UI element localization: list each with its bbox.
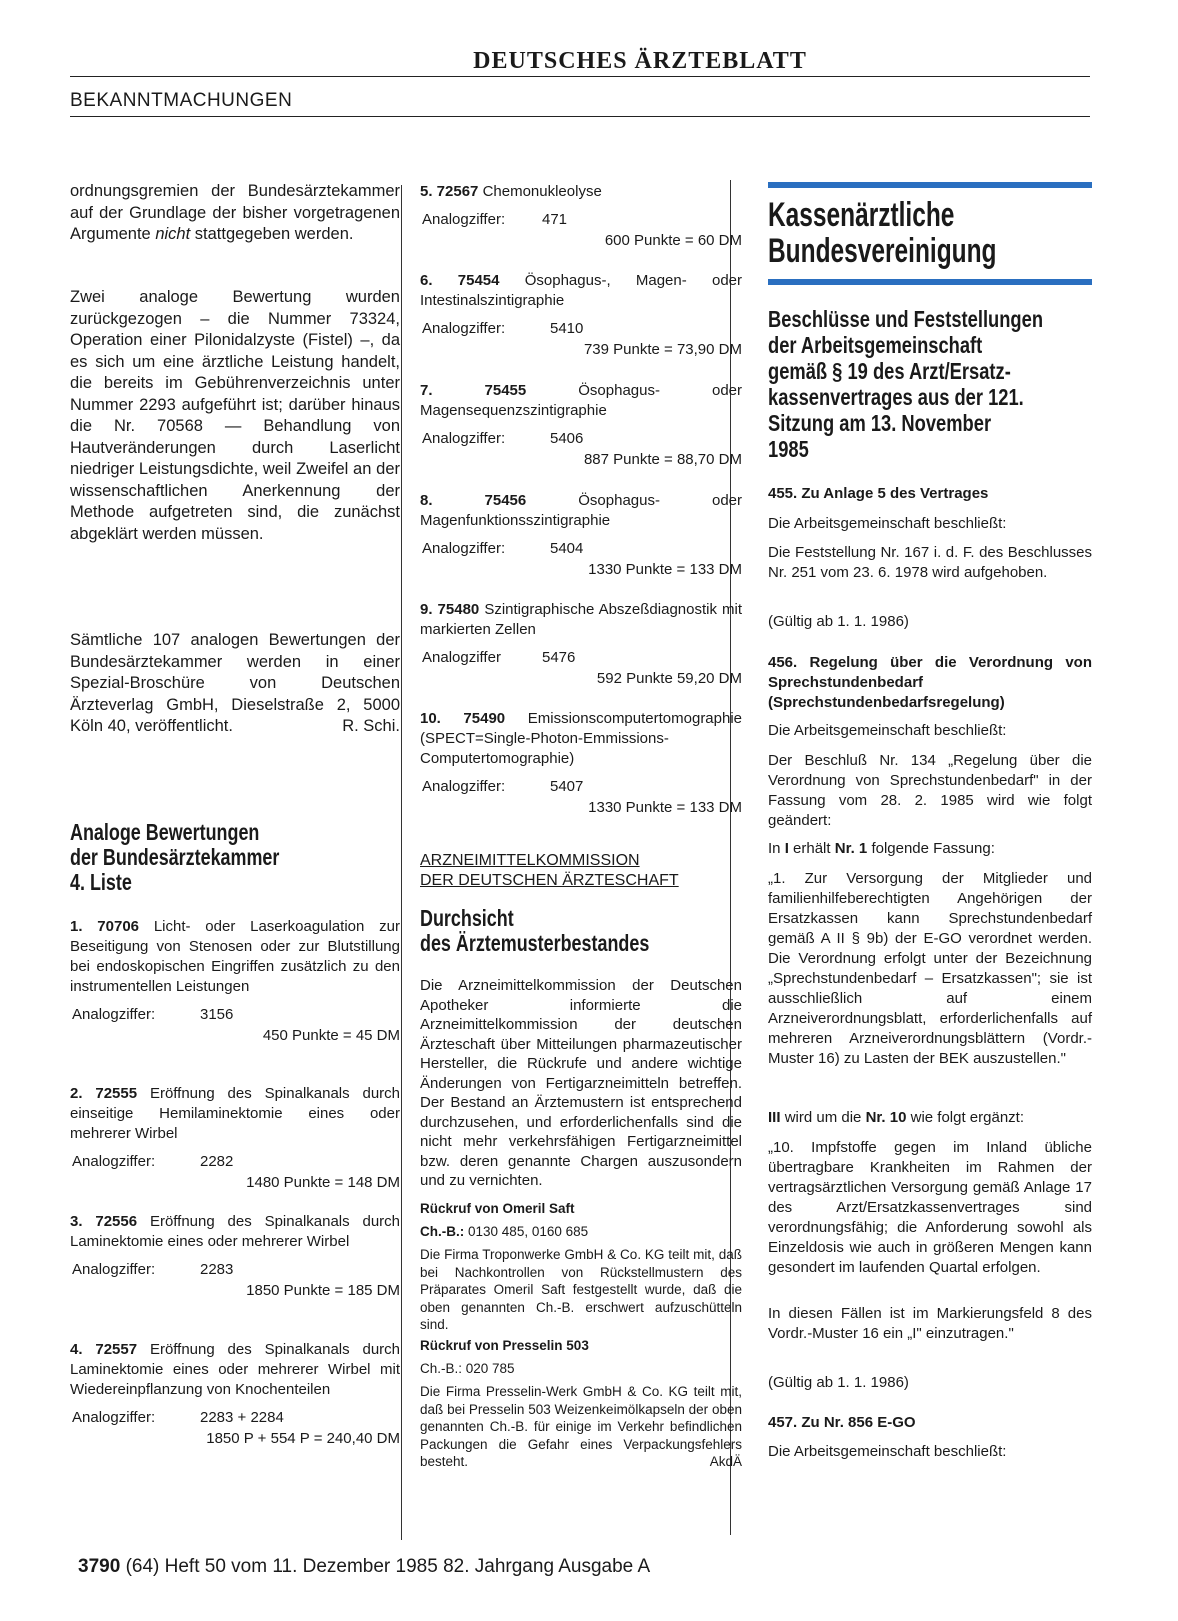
recall-2-text: Die Firma Presselin-Werk GmbH & Co. KG teilt mit, daß bei Presselin 503 Weizenkeimölkapseln der oben genannten Ch.-B. für einige im Verkehr befindlichen Packungen die Gefahr eines Verpackungsfehlers besteht. AkdÄ	[420, 1384, 742, 1469]
s456-heading: 456. Regelung über die Verordnung von Sprechstundenbedarf (Sprechstundenbedarfsregelung)	[768, 654, 1092, 711]
s456-p4: „1. Zur Versorgung der Mitglieder und familienhilfeberechtigten Angehörigen der Ersatzkassen kann Sprechstundenbedarf gemäß A II § 9b) der E-GO verordnet werden. Die Verordnung erfolgt unter der Bezeichnung „Sprechstundenbedarf – Ersatzkassen"; sie ist ausschließlich auf einem Arzneiverordnungsblatt, erforderlichenfalls auf mehreren Arzneiverordnungsblättern (Vordr.-Muster 16) zu Lasten der BEK auszustellen."	[768, 870, 1092, 1067]
col1-paragraph-2: Zwei analoge Bewertung wurden zurückgezogen – die Nummer 73324, Operation einer Pilonidalzyste (Fistel) –, da es sich um eine ärztliche Leistung handelt, die bereits im Gebührenverzeichnis unter Nummer 2293 aufgeführt ist; darüber hinaus die Nr. 70568 — Behandlung von Hautveränderungen durch Laserlicht niedriger Leistungsdichte, weil Zweifel an der wissenschaftlichen Anerkennung der Methode aufgetreten sind, die zunächst abgeklärt werden müssen.	[70, 288, 400, 543]
recall-2-title: Rückruf von Presselin 503	[420, 1338, 589, 1353]
col1-item-2: 2. 72555 Eröffnung des Spinalkanals durch einseitige Hemilaminektomie eines oder mehrerer Wirbel Analogziffer: 2282 1480 Punkte = 148 DM	[70, 1085, 401, 1191]
s456-p8: (Gültig ab 1. 1. 1986)	[768, 1374, 909, 1391]
col2-kicker: ARZNEIMITTELKOMMISSION DER DEUTSCHEN ÄRZTESCHAFT	[420, 852, 679, 889]
s456-p2: Der Beschluß Nr. 134 „Regelung über die Verordnung von Sprechstundenbedarf" in der Fassung vom 28. 2. 1985 wird wie folgt geändert:	[768, 752, 1092, 829]
col1-item-3: 3. 72556 Eröffnung des Spinalkanals durch Laminektomie eines oder mehrerer Wirbel Analogziffer: 2283 1850 Punkte = 185 DM	[70, 1213, 401, 1299]
col1-heading: Analoge Bewertungen der Bundesärztekammer 4. Liste	[70, 819, 280, 895]
col1-paragraph-1: ordnungsgremien der Bundesärztekammer auf der Grundlage der bisher vorgetragenen Argumente nicht stattgegeben werden.	[70, 182, 400, 243]
heading-bar-top	[768, 182, 1092, 188]
col2-item-6: 6. 75454 Ösophagus-, Magen- oder Intestinalszintigraphie Analogziffer: 5410 739 Punkte = 73,90 DM	[420, 272, 742, 358]
s455-p3: (Gültig ab 1. 1. 1986)	[768, 613, 909, 630]
col1-item-1: 1. 70706 Licht- oder Laserkoagulation zur Beseitigung von Stenosen oder zur Blutstillung bei endoskopischen Eingriffen zusätzlich zu den instrumentellen Leistungen Analogziffer: 3156 450 Punkte = 45 DM	[70, 918, 401, 1044]
page-footer	[78, 1556, 650, 1578]
s455-p1: Die Arbeitsgemeinschaft beschließt:	[768, 515, 1007, 532]
heading-bar-bottom	[768, 279, 1092, 285]
col2-item-9: 9. 75480 Szintigraphische Abszeßdiagnostik mit markierten Zellen Analogziffer 5476 592 Punkte 59,20 DM	[420, 601, 743, 687]
kbv-heading: Kassenärztliche Bundesvereinigung	[768, 196, 997, 270]
column-divider-1	[401, 185, 402, 1540]
issue-info: (64) Heft 50 vom 11. Dezember 1985 82. Jahrgang Ausgabe A	[125, 1556, 651, 1577]
col1-paragraph-3: Sämtliche 107 analogen Bewertungen der Bundesärztekammer werden in einer Spezial-Broschüre von Deutschen Ärzteverlag GmbH, Dieselstraße 2, 5000 Köln 40, veröffentlicht. R. Schi.	[70, 631, 400, 735]
s456-p3: In I erhält Nr. 1 folgende Fassung:	[768, 840, 995, 857]
col2-heading: Durchsicht des Ärztemusterbestandes	[420, 905, 650, 956]
recall-1-title: Rückruf von Omeril Saft	[420, 1201, 575, 1216]
s455-p2: Die Feststellung Nr. 167 i. d. F. des Beschlusses Nr. 251 vom 23. 6. 1978 wird aufgehoben.	[768, 544, 1092, 581]
kbv-subheading: Beschlüsse und Feststellungen der Arbeitsgemeinschaft gemäß § 19 des Arzt/Ersatz- kassenvertrages aus der 121. Sitzung am 13. November 1985	[768, 306, 1044, 462]
s455-heading: 455. Zu Anlage 5 des Vertrages	[768, 485, 989, 502]
col1-item-4: 4. 72557 Eröffnung des Spinalkanals durch Laminektomie eines oder mehrerer Wirbel mit Wiedereinpflanzung von Knochenteilen Analogziffer: 2283 + 2284 1850 P + 554 P = 240,40 DM	[70, 1341, 401, 1447]
col2-item-8: 8. 75456 Ösophagus- oder Magenfunktionsszintigraphie Analogziffer: 5404 1330 Punkte = 133 DM	[420, 492, 742, 578]
col2-item-7: 7. 75455 Ösophagus- oder Magensequenzszintigraphie Analogziffer: 5406 887 Punkte = 88,70 DM	[420, 382, 742, 468]
page-number: 3790	[78, 1556, 121, 1577]
s456-p6: „10. Impfstoffe gegen im Inland übliche übertragbare Krankheiten im Rahmen der vertragsärztlichen Versorgung gemäß Anlage 17 des Arzt/Ersatzkassenvertrages sind verordnungsfähig; die Anforderung sowohl als Einzeldosis wie auch in größeren Mengen kann gesondert im laufenden Quartal erfolgen.	[768, 1139, 1092, 1276]
s457-heading: 457. Zu Nr. 856 E-GO	[768, 1414, 916, 1431]
section-label: BEKANNTMACHUNGEN	[70, 90, 293, 111]
section-rule	[70, 116, 1090, 117]
masthead-rule	[70, 76, 1090, 77]
recall-1-text: Die Firma Troponwerke GmbH & Co. KG teilt mit, daß bei Nachkontrollen von Rückstellmustern des Präparates Omeril Saft festgestellt wurde, daß die oben genannten Ch.-B. erschwert aufzuschütteln sind.	[420, 1247, 742, 1332]
col2-item-10: 10. 75490 Emissionscomputertomographie (SPECT=Single-Photon-Emmissions-Computertomographie) Analogziffer: 5407 1330 Punkte = 133 DM	[420, 710, 743, 816]
s456-p5: III wird um die Nr. 10 wie folgt ergänzt:	[768, 1109, 1025, 1126]
col2-body: Die Arzneimittelkommission der Deutschen Apotheker informierte die Arzneimittelkommission der deutschen Ärzteschaft über Mitteilungen pharmazeutischer Hersteller, die Rückrufe und andere wichtige Änderungen von Fertigarzneimitteln betreffen. Der Bestand an Ärztemustern ist entsprechend durchzusehen, und erforderlichenfalls sind die nicht mehr verkehrsfähigen Fertigarzneimittel bzw. deren genannte Chargen auszusondern und zu vernichten.	[420, 977, 742, 1189]
recall-1-batch: Ch.-B.: 0130 485, 0160 685	[420, 1224, 589, 1239]
s456-p1: Die Arbeitsgemeinschaft beschließt:	[768, 722, 1007, 739]
s456-p7: In diesen Fällen ist im Markierungsfeld 8 des Vordr.-Muster 16 ein „I" einzutragen."	[768, 1305, 1092, 1342]
masthead: DEUTSCHES ÄRZTEBLATT	[473, 48, 807, 74]
col2-item-5: 5. 72567 Chemonukleolyse Analogziffer: 471 600 Punkte = 60 DM	[420, 183, 742, 249]
s457-p1: Die Arbeitsgemeinschaft beschließt:	[768, 1443, 1007, 1460]
recall-2-batch: Ch.-B.: 020 785	[420, 1361, 515, 1376]
